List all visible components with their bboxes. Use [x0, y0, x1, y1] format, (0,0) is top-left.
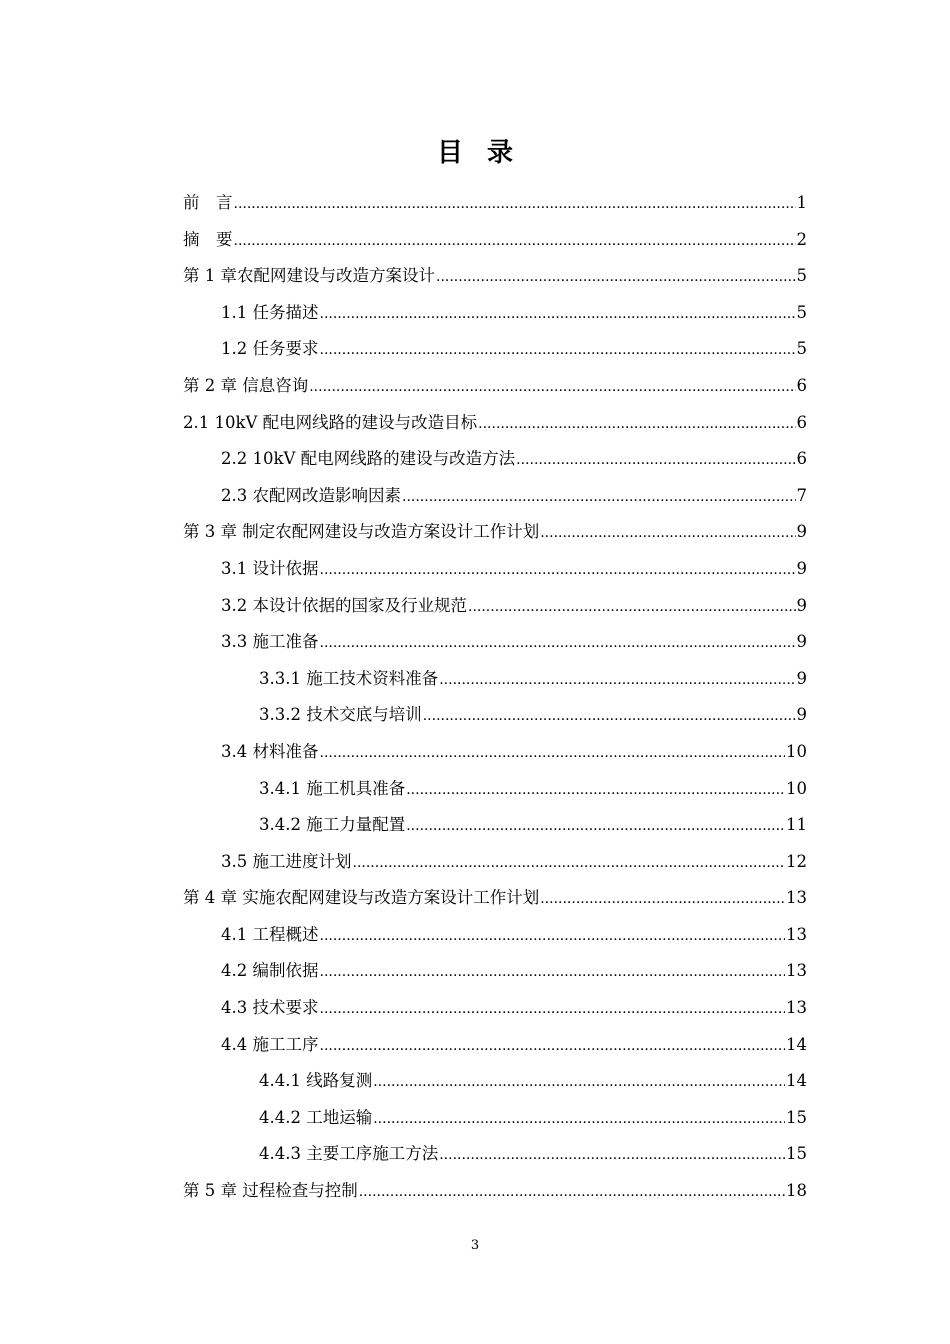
toc-entry-page: 5 — [796, 339, 807, 359]
toc-entry[interactable] — [183, 1136, 807, 1173]
toc-entry-label: 3.5 施工进度计划 — [221, 851, 352, 871]
toc-entry-label: 3.1 设计依据 — [221, 558, 319, 578]
toc-entry-page: 6 — [796, 375, 807, 395]
toc-entry-label: 前 言 — [183, 193, 233, 212]
toc-entry-label: 第 3 章 制定农配网建设与改造方案设计工作计划 — [183, 522, 540, 542]
toc-entry-page: 13 — [786, 998, 807, 1018]
toc-entry-label: 4.4.1 线路复测 — [259, 1071, 373, 1091]
toc-entry[interactable] — [183, 1027, 807, 1064]
toc-dot-leader — [540, 881, 785, 918]
toc-entry[interactable] — [183, 1100, 807, 1137]
toc-entry[interactable] — [183, 1063, 807, 1100]
toc-dot-leader — [436, 259, 796, 296]
toc-entry-label: 第 4 章 实施农配网建设与改造方案设计工作计划 — [183, 888, 540, 908]
toc-entry-page: 10 — [786, 741, 807, 761]
toc-entry[interactable] — [183, 331, 807, 368]
toc-dot-leader — [439, 662, 795, 699]
toc-dot-leader — [320, 625, 796, 662]
toc-dot-leader — [320, 296, 796, 333]
toc-list — [183, 185, 807, 1210]
toc-entry-page: 2 — [796, 229, 807, 249]
toc-entry-page: 9 — [796, 668, 807, 688]
toc-entry-label: 4.3 技术要求 — [221, 998, 319, 1018]
toc-entry-page: 14 — [786, 1071, 807, 1091]
page-number: 3 — [470, 1238, 480, 1253]
toc-entry-page: 13 — [786, 888, 807, 908]
toc-dot-leader — [439, 1137, 785, 1174]
toc-dot-leader — [320, 735, 786, 772]
toc-entry[interactable] — [183, 551, 807, 588]
toc-dot-leader — [234, 186, 796, 223]
toc-dot-leader — [402, 479, 796, 516]
toc-entry-page: 9 — [796, 705, 807, 725]
toc-entry-label: 4.4.3 主要工序施工方法 — [259, 1144, 439, 1164]
toc-dot-leader — [309, 369, 795, 406]
toc-entry-page: 12 — [786, 851, 807, 871]
toc-entry[interactable] — [183, 880, 807, 917]
toc-entry-page: 1 — [796, 193, 807, 212]
toc-entry-label: 3.3.1 施工技术资料准备 — [259, 668, 439, 688]
toc-entry[interactable] — [183, 990, 807, 1027]
toc-entry[interactable] — [183, 734, 807, 771]
toc-entry-label: 1.2 任务要求 — [221, 339, 319, 359]
toc-entry[interactable] — [183, 295, 807, 332]
toc-entry-label: 第 1 章农配网建设与改造方案设计 — [183, 266, 435, 286]
toc-entry-label: 摘 要 — [183, 229, 233, 249]
toc-entry-label: 第 2 章 信息咨询 — [183, 375, 309, 395]
toc-entry-page: 9 — [796, 595, 807, 615]
toc-entry-page: 5 — [796, 302, 807, 322]
toc-dot-leader — [359, 1174, 785, 1211]
toc-entry[interactable] — [183, 405, 807, 442]
toc-dot-leader — [540, 515, 795, 552]
toc-entry-page: 6 — [796, 449, 807, 469]
toc-dot-leader — [320, 918, 786, 955]
toc-entry-page: 14 — [786, 1034, 807, 1054]
toc-dot-leader — [320, 991, 786, 1028]
toc-entry[interactable] — [183, 624, 807, 661]
toc-dot-leader — [373, 1064, 785, 1101]
toc-entry-label: 4.4.2 工地运输 — [259, 1107, 373, 1127]
toc-entry-label: 第 5 章 过程检查与控制 — [183, 1181, 358, 1201]
toc-entry-label: 3.3.2 技术交底与培训 — [259, 705, 422, 725]
toc-entry-page: 15 — [786, 1144, 807, 1164]
toc-dot-leader — [320, 1028, 786, 1065]
toc-entry-label: 1.1 任务描述 — [221, 302, 319, 322]
toc-entry-label: 4.2 编制依据 — [221, 961, 319, 981]
toc-entry-page: 9 — [796, 558, 807, 578]
toc-entry[interactable] — [183, 807, 807, 844]
toc-dot-leader — [320, 552, 796, 589]
toc-entry-page: 13 — [786, 961, 807, 981]
toc-entry[interactable] — [183, 844, 807, 881]
toc-entry-page: 11 — [786, 815, 807, 835]
toc-entry-label: 2.3 农配网改造影响因素 — [221, 485, 401, 505]
toc-title-char-2: 录 — [487, 138, 514, 168]
toc-entry-page: 7 — [796, 485, 807, 505]
toc-dot-leader — [516, 442, 795, 479]
toc-entry-label: 2.2 10kV 配电网线路的建设与改造方法 — [221, 449, 516, 469]
toc-entry-label: 3.4 材料准备 — [221, 741, 319, 761]
toc-entry-label: 3.3 施工准备 — [221, 632, 319, 652]
toc-entry[interactable] — [183, 368, 807, 405]
toc-entry-page: 5 — [796, 266, 807, 286]
toc-entry[interactable] — [183, 588, 807, 625]
toc-dot-leader — [478, 406, 795, 443]
toc-entry[interactable] — [183, 478, 807, 515]
toc-entry[interactable] — [183, 1173, 807, 1210]
toc-dot-leader — [406, 772, 785, 809]
toc-dot-leader — [423, 698, 796, 735]
toc-entry-page: 18 — [786, 1181, 807, 1201]
toc-entry[interactable] — [183, 661, 807, 698]
toc-dot-leader — [234, 223, 796, 260]
toc-entry-page: 9 — [796, 522, 807, 542]
toc-entry[interactable] — [183, 771, 807, 808]
toc-entry[interactable] — [183, 222, 807, 259]
toc-dot-leader — [320, 332, 796, 369]
toc-dot-leader — [320, 954, 786, 991]
toc-dot-leader — [353, 845, 786, 882]
toc-entry-label: 3.4.1 施工机具准备 — [259, 778, 406, 798]
toc-entry[interactable] — [183, 185, 807, 222]
toc-entry-label: 3.2 本设计依据的国家及行业规范 — [221, 595, 467, 615]
toc-entry-page: 9 — [796, 632, 807, 652]
toc-entry-page: 6 — [796, 412, 807, 432]
toc-entry[interactable] — [183, 917, 807, 954]
toc-entry-label: 2.1 10kV 配电网线路的建设与改造目标 — [183, 412, 478, 432]
toc-dot-leader — [468, 589, 796, 626]
toc-entry-page: 10 — [786, 778, 807, 798]
toc-dot-leader — [373, 1101, 785, 1138]
toc-title — [0, 132, 950, 169]
toc-entry-page: 13 — [786, 924, 807, 944]
toc-entry-label: 4.4 施工工序 — [221, 1034, 319, 1054]
toc-entry[interactable] — [183, 258, 807, 295]
toc-entry-label: 3.4.2 施工力量配置 — [259, 815, 406, 835]
toc-entry[interactable] — [183, 953, 807, 990]
toc-entry[interactable] — [183, 441, 807, 478]
toc-entry[interactable] — [183, 514, 807, 551]
toc-entry[interactable] — [183, 697, 807, 734]
toc-dot-leader — [406, 808, 785, 845]
toc-entry-label: 4.1 工程概述 — [221, 924, 319, 944]
toc-entry-page: 15 — [786, 1107, 807, 1127]
toc-title-char-1: 目 — [436, 138, 463, 168]
